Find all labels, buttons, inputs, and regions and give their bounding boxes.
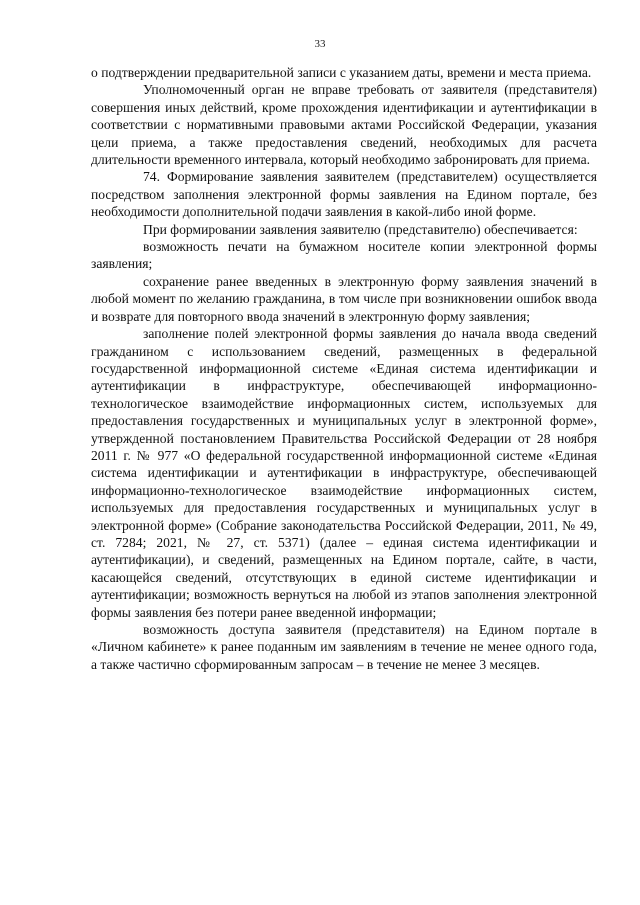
paragraph: возможность печати на бумажном носителе копии электронной формы заявления; <box>91 239 597 272</box>
paragraph: заполнение полей электронной формы заявления до начала ввода сведений гражданином с использованием сведений, размещенных в федеральной государственной информационной системе «Единая система идентификации и аутентификации в инфраструктуре, обеспечивающей информационно-технологическое взаимодействие информационных систем, используемых для предоставления государственных и муниципальных услуг в электронной форме», утвержденной постановлением Правительства Российской Федерации от 28 ноября 2011 г. № 977 «О федеральной государственной информационной системе «Единая система идентификации и аутентификации в инфраструктуре, обеспечивающей информационно-технологическое взаимодействие информационных систем, используемых для предоставления государственных и муниципальных услуг в электронной форме» (Собрание законодательства Российской Федерации, 2011, № 49, ст. 7284; 2021, № 27, ст. 5371) (далее – единая система идентификации и аутентификации), и сведений, размещенных на Едином портале, сайте, в части, касающейся сведений, отсутствующих в единой системе идентификации и аутентификации; возможность вернуться на любой из этапов заполнения электронной формы заявления без потери ранее введенной информации; <box>91 326 597 620</box>
paragraph: 74. Формирование заявления заявителем (представителем) осуществляется посредством заполнения электронной формы заявления на Едином портале, без необходимости дополнительной подачи заявления в какой-либо иной форме. <box>91 169 597 220</box>
paragraph: Уполномоченный орган не вправе требовать от заявителя (представителя) совершения иных действий, кроме прохождения идентификации и аутентификации в соответствии с нормативными правовыми актами Российской Федерации, указания цели приема, а также предоставления сведений, необходимых для расчета длительности временного интервала, который необходимо забронировать для приема. <box>91 82 597 168</box>
paragraph: возможность доступа заявителя (представителя) на Едином портале в «Личном кабинете» к ранее поданным им заявлениям в течение не менее одного года, а также частично сформированным запросам – в течение не менее 3 месяцев. <box>91 622 597 672</box>
paragraph: о подтверждении предварительной записи с указанием даты, времени и места приема. <box>91 65 592 80</box>
paragraph: При формировании заявления заявителю (представителю) обеспечивается: <box>143 221 578 237</box>
page-number: 33 <box>314 38 326 50</box>
paragraph: сохранение ранее введенных в электронную форму заявления значений в любой момент по желанию гражданина, в том числе при возникновении ошибок ввода и возврате для повторного ввода значений в электронную форму заявления; <box>91 273 597 324</box>
document-body <box>91 64 597 673</box>
